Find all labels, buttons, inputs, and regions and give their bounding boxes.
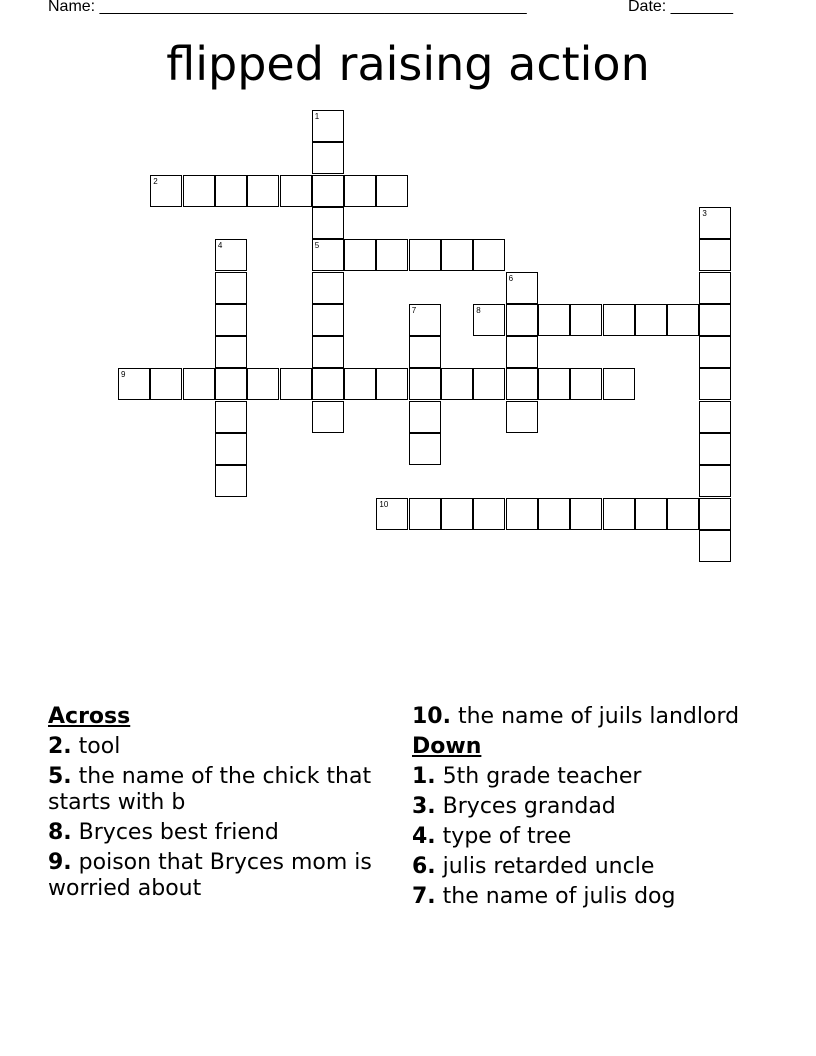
grid-cell[interactable] [699, 207, 731, 239]
clue-across-2 [48, 734, 378, 760]
clue-number: 4. [412, 824, 436, 849]
grid-cell[interactable] [409, 498, 441, 530]
grid-cell[interactable] [667, 498, 699, 530]
cell-number: 8 [476, 305, 481, 315]
grid-cell[interactable] [344, 368, 376, 400]
grid-cell[interactable] [441, 368, 473, 400]
clue-number: 2. [48, 734, 72, 759]
grid-cell[interactable] [312, 304, 344, 336]
grid-cell[interactable] [376, 368, 408, 400]
puzzle-title: flipped raising action [166, 37, 650, 91]
grid-cell[interactable] [570, 304, 602, 336]
grid-cell[interactable] [409, 304, 441, 336]
grid-cell[interactable] [312, 207, 344, 239]
clue-number: 3. [412, 794, 436, 819]
clue-number: 9. [48, 850, 72, 875]
grid-cell[interactable] [635, 498, 667, 530]
grid-cell[interactable] [603, 498, 635, 530]
grid-cell[interactable] [538, 368, 570, 400]
clue-down-6 [412, 854, 742, 880]
grid-cell[interactable] [215, 272, 247, 304]
grid-cell[interactable] [409, 401, 441, 433]
grid-cell[interactable] [699, 304, 731, 336]
clue-number: 5. [48, 764, 72, 789]
grid-cell[interactable] [570, 368, 602, 400]
grid-cell[interactable] [215, 336, 247, 368]
grid-cell[interactable] [409, 433, 441, 465]
cell-number: 2 [153, 176, 158, 186]
clue-text: the name of julis dog [442, 884, 676, 909]
grid-cell[interactable] [473, 304, 505, 336]
grid-cell[interactable] [215, 433, 247, 465]
grid-cell[interactable] [312, 401, 344, 433]
grid-cell[interactable] [635, 304, 667, 336]
cell-number: 7 [411, 305, 417, 315]
grid-cell[interactable] [441, 239, 473, 271]
grid-cell[interactable] [280, 368, 312, 400]
grid-cell[interactable] [247, 175, 279, 207]
grid-cell[interactable] [312, 142, 344, 174]
clue-number: 6. [412, 854, 436, 879]
grid-cell[interactable] [699, 530, 731, 562]
grid-cell[interactable] [150, 175, 182, 207]
grid-cell[interactable] [473, 239, 505, 271]
grid-cell[interactable] [215, 239, 247, 271]
cell-number: 6 [508, 273, 514, 283]
cell-number: 4 [217, 241, 223, 251]
grid-cell[interactable] [215, 401, 247, 433]
grid-cell[interactable] [506, 336, 538, 368]
grid-cell[interactable] [312, 239, 344, 271]
clues-column-right [412, 704, 742, 914]
grid-cell[interactable] [699, 498, 731, 530]
grid-cell[interactable] [183, 175, 215, 207]
clues-column-left [48, 704, 378, 906]
grid-cell[interactable] [538, 304, 570, 336]
grid-cell[interactable] [441, 498, 473, 530]
grid-cell[interactable] [506, 304, 538, 336]
clue-down-3 [412, 794, 742, 820]
grid-cell[interactable] [183, 368, 215, 400]
grid-cell[interactable] [699, 465, 731, 497]
clue-text: tool [78, 734, 121, 759]
clue-text: Bryces best friend [78, 820, 279, 845]
clue-number: 7. [412, 884, 436, 909]
clue-text: type of tree [442, 824, 572, 849]
clue-number: 8. [48, 820, 72, 845]
clue-across-5 [48, 764, 378, 816]
grid-cell[interactable] [506, 498, 538, 530]
grid-cell[interactable] [409, 239, 441, 271]
cell-number: 5 [314, 241, 320, 251]
clue-across-10 [412, 704, 742, 730]
clue-across-8 [48, 820, 378, 846]
clue-text: poison that Bryces mom is worried about [48, 850, 372, 901]
grid-cell[interactable] [312, 368, 344, 400]
grid-cell[interactable] [603, 368, 635, 400]
clue-text: Bryces grandad [442, 794, 616, 819]
grid-cell[interactable] [603, 304, 635, 336]
name-line: Name: ________________________________________________ [48, 0, 527, 15]
cell-number: 9 [121, 370, 126, 380]
grid-cell[interactable] [344, 239, 376, 271]
clue-text: 5th grade teacher [442, 764, 642, 789]
grid-cell[interactable] [699, 401, 731, 433]
grid-cell[interactable] [150, 368, 182, 400]
grid-cell[interactable] [312, 110, 344, 142]
grid-cell[interactable] [376, 239, 408, 271]
grid-cell[interactable] [280, 175, 312, 207]
clue-down-1 [412, 764, 742, 790]
grid-cell[interactable] [473, 498, 505, 530]
grid-cell[interactable] [506, 368, 538, 400]
grid-cell[interactable] [699, 336, 731, 368]
down-heading: Down [412, 734, 482, 759]
grid-cell[interactable] [376, 175, 408, 207]
grid-cell[interactable] [118, 368, 150, 400]
clue-number: 1. [412, 764, 436, 789]
grid-cell[interactable] [312, 175, 344, 207]
cell-number: 3 [702, 208, 707, 218]
across-heading: Across [48, 704, 131, 729]
grid-cell[interactable] [215, 465, 247, 497]
clue-number: 10. [412, 704, 451, 729]
clue-across-9 [48, 850, 378, 902]
grid-cell[interactable] [312, 336, 344, 368]
grid-cell[interactable] [699, 272, 731, 304]
grid-cell[interactable] [215, 175, 247, 207]
clue-down-4 [412, 824, 742, 850]
clue-text: julis retarded uncle [442, 854, 655, 879]
grid-cell[interactable] [570, 498, 602, 530]
grid-cell[interactable] [409, 336, 441, 368]
clue-text: the name of the chick that starts with b [48, 764, 372, 815]
date-line: Date: _______ [628, 0, 733, 15]
grid-cell[interactable] [538, 498, 570, 530]
clue-text: the name of juils landlord [457, 704, 740, 729]
grid-cell[interactable] [312, 272, 344, 304]
grid-cell[interactable] [344, 175, 376, 207]
grid-cell[interactable] [376, 498, 408, 530]
grid-cell[interactable] [506, 272, 538, 304]
grid-cell[interactable] [215, 304, 247, 336]
grid-cell[interactable] [247, 368, 279, 400]
grid-cell[interactable] [699, 239, 731, 271]
clue-down-7 [412, 884, 742, 910]
grid-cell[interactable] [667, 304, 699, 336]
grid-cell[interactable] [506, 401, 538, 433]
grid-cell[interactable] [699, 368, 731, 400]
grid-cell[interactable] [409, 368, 441, 400]
grid-cell[interactable] [473, 368, 505, 400]
grid-cell[interactable] [699, 433, 731, 465]
cell-number: 1 [314, 112, 320, 121]
cell-number: 10 [379, 499, 389, 509]
grid-cell[interactable] [215, 368, 247, 400]
